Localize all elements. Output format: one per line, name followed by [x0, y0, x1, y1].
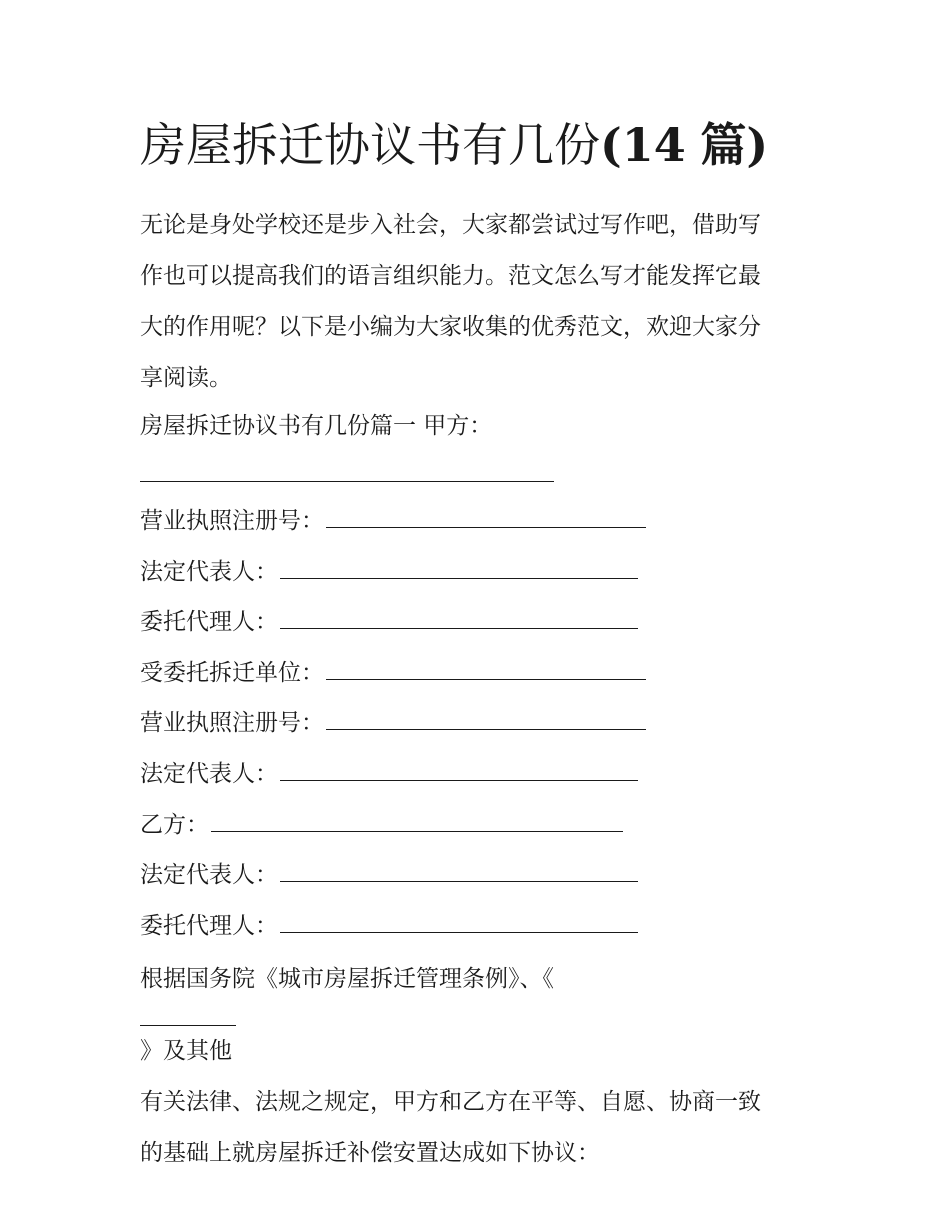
closing-paragraph: [140, 954, 830, 1179]
closing-line-suffix: 》及其他: [140, 1038, 232, 1064]
intro-line: 享阅读。: [140, 365, 232, 391]
intro-line: 作也可以提高我们的语言组织能力。范文怎么写才能发挥它最: [140, 263, 761, 289]
title-count: (14: [600, 118, 686, 172]
field-label: 法定代表人：: [140, 862, 278, 888]
party-a-name-blank: [140, 481, 554, 482]
field-row: [140, 556, 638, 587]
field-blank: [326, 657, 646, 680]
field-blank: [280, 859, 638, 882]
intro-line: 无论是身处学校还是步入社会，大家都尝试过写作吧，借助写: [140, 212, 761, 238]
field-label: 营业执照注册号：: [140, 508, 324, 534]
field-label: 委托代理人：: [140, 609, 278, 635]
intro-paragraph: [140, 200, 820, 404]
field-blank: [280, 758, 638, 781]
field-blank: [326, 505, 646, 528]
field-blank: [211, 809, 623, 832]
field-row: [140, 707, 646, 738]
field-row: [140, 859, 638, 890]
field-blank: [280, 606, 638, 629]
section-heading-text: 房屋拆迁协议书有几份篇一 甲方：: [140, 413, 493, 439]
closing-line: [140, 954, 830, 1077]
field-label: 营业执照注册号：: [140, 710, 324, 736]
field-row: [140, 910, 638, 941]
title-main: 房屋拆迁协议书有几份: [140, 118, 600, 172]
section-heading: [140, 411, 492, 441]
field-row: [140, 657, 646, 688]
field-blank: [280, 556, 638, 579]
title-unit: 篇): [700, 118, 769, 172]
field-label: 乙方：: [140, 812, 209, 838]
field-blank: [326, 707, 646, 730]
intro-line: 大的作用呢？以下是小编为大家收集的优秀范文，欢迎大家分: [140, 314, 761, 340]
field-label: 受委托拆迁单位：: [140, 660, 324, 686]
closing-line-prefix: 根据国务院《城市房屋拆迁管理条例》、《: [140, 966, 554, 992]
field-row: [140, 758, 638, 789]
field-label: 法定代表人：: [140, 559, 278, 585]
field-blank: [280, 910, 638, 933]
document-title: [140, 112, 840, 178]
closing-line: 的基础上就房屋拆迁补偿安置达成如下协议：: [140, 1140, 600, 1166]
field-label: 委托代理人：: [140, 913, 278, 939]
closing-line: 有关法律、法规之规定，甲方和乙方在平等、自愿、协商一致: [140, 1089, 761, 1115]
field-label: 法定代表人：: [140, 761, 278, 787]
field-row: [140, 505, 646, 536]
regulation-blank: [140, 1005, 236, 1026]
field-row: [140, 809, 623, 840]
field-row: [140, 606, 638, 637]
